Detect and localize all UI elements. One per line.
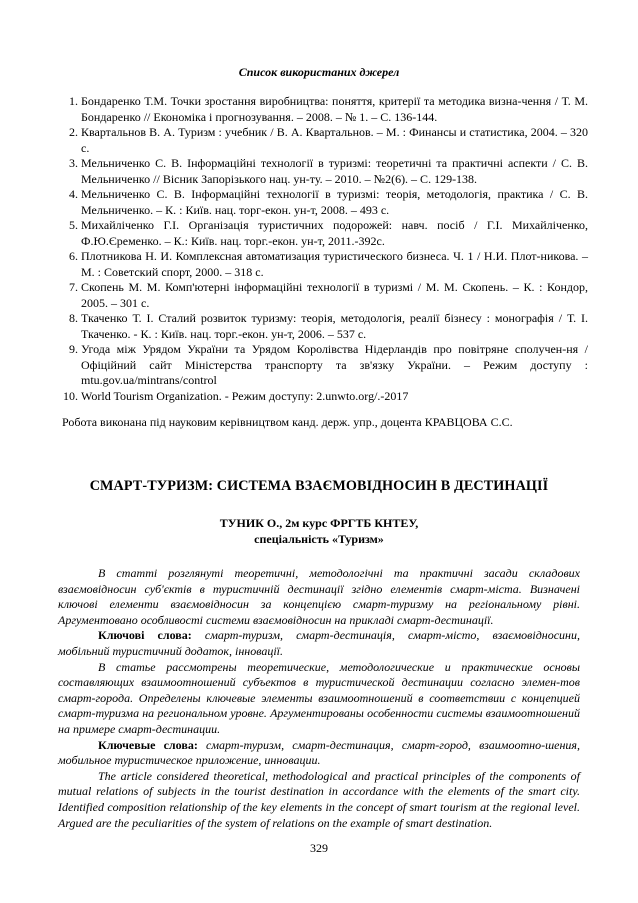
abstract-ukrainian: В статті розглянуті теоретичні, методологічні та практичні засади складових взаємовідносин суб'єктів в туристичній дестинації згідно елементів смарт-міста. Визначені ключові елементи взаємовідносин за концепцією смарт-туризму на регіональному рівні. Аргументовано особливості системи взаємовідносин на прикладі смарт-дестинації.	[58, 566, 580, 627]
reference-text: Бондаренко Т.М. Точки зростання виробництва: поняття, критерії та методика визна-чення / Т. М. Бондаренко // Економіка і прогнозування. – 2008. – № 1. – С. 136-144.	[81, 94, 588, 124]
reference-text: Скопень М. М. Комп'ютерні інформаційні технології в туризмі / М. М. Скопень. – К. : Кондор, 2005. – 301 с.	[81, 280, 588, 310]
reference-item	[56, 94, 588, 125]
author-block	[0, 515, 638, 547]
reference-number: 10.	[63, 388, 78, 403]
reference-text: Мельниченко С. В. Інформаційні технології в туризмі: теорія, методологія, практика / С. В. Мельниченко. – К. : Київ. нац. торг-екон. ун-т, 2008. – 493 с.	[81, 187, 588, 217]
keywords-label: Ключові слова:	[98, 628, 192, 643]
reference-number: 2.	[69, 125, 78, 139]
reference-item	[56, 311, 588, 342]
reference-text: Квартальнов В. А. Туризм : учебник / В. А. Квартальнов. – М. : Финансы и статистика, 2004. – 320 с.	[81, 125, 588, 155]
keywords-text: смарт-туризм, смарт-дестинація, смарт-місто, взаємовідносини, мобільний туристичний додаток, інновації.	[58, 628, 580, 658]
reference-number: 9.	[69, 342, 78, 356]
reference-number: 1.	[69, 94, 78, 108]
keywords-label: Ключевые слова:	[98, 737, 198, 752]
reference-text: Плотникова Н. И. Комплексная автоматизация туристического бизнеса. Ч. 1 / Н.И. Плот-никова. – М. : Советский спорт, 2000. – 318 с.	[81, 249, 588, 279]
keywords-ukrainian	[58, 628, 580, 659]
reference-item	[56, 187, 588, 218]
reference-text: Угода між Урядом України та Урядом Королівства Нідерландів про повітряне сполучен-ня / Офіційний сайт Міністерства транспорту та зв'язку України. – Режим доступу : mtu.gov.ua/mintrans/control	[81, 342, 588, 387]
reference-text: Ткаченко Т. І. Сталий розвиток туризму: теорія, методологія, реалії бізнесу : монографія / Т. І. Ткаченко. - К. : Київ. нац. торг.-екон. ун-т, 2006. – 537 с.	[81, 311, 588, 341]
keywords-russian	[58, 738, 580, 769]
keywords-text: смарт-туризм, смарт-дестинация, смарт-город, взаимоотно-шения, мобильное туристическое приложение, инновации.	[58, 737, 580, 768]
reference-item	[56, 156, 588, 187]
reference-item	[56, 249, 588, 280]
reference-number: 3.	[69, 156, 78, 170]
reference-text: Мельниченко С. В. Інформаційні технології в туризмі: теоретичні та практичні аспекти / С. В. Мельниченко // Вісник Запорізького нац. ун-ту. – 2010. – №2(6). – С. 129-138.	[81, 156, 588, 186]
reference-number: 8.	[69, 311, 78, 325]
reference-item	[56, 218, 588, 249]
references-title: Список використаних джерел	[238, 65, 400, 79]
reference-number: 6.	[69, 249, 78, 263]
supervisor-note: Робота виконана під науковим керівництвом канд. держ. упр., доцента КРАВЦОВА С.С.	[62, 415, 513, 429]
reference-number: 4.	[69, 187, 78, 201]
page-number: 329	[310, 841, 328, 855]
references-list	[56, 94, 588, 404]
author-name: ТУНИК О., 2м курс ФРГТБ КНТЕУ,	[219, 516, 419, 530]
article-title: СМАРТ-ТУРИЗМ: СИСТЕМА ВЗАЄМОВІДНОСИН В ДЕСТИНАЦІЇ	[89, 478, 549, 494]
abstract-english: The article considered theoretical, methodological and practical principles of the components of mutual relations of subjects in the tourist destination in accordance with the elements of the smart city. Identified composition relationship of the key elements in the concept of smart tourism at the regional level. Argued are the peculiarities of the system of relations on the example of smart destination.	[58, 768, 580, 830]
abstract-block	[58, 566, 580, 831]
reference-item	[56, 125, 588, 156]
reference-item	[56, 389, 588, 405]
reference-text: Михайліченко Г.І. Організація туристичних подорожей: навч. посіб / Г.І. Михайліченко, Ф.Ю.Єременко. – К.: Київ. нац. торг.-екон. ун-т, 2011.-392с.	[81, 218, 588, 248]
reference-text: World Tourism Organization. - Режим доступу: 2.unwto.org/.-2017	[81, 388, 409, 403]
author-speciality: спеціальність «Туризм»	[254, 532, 384, 546]
abstract-russian: В статье рассмотрены теоретические, методологические и практические основы составляющих взаимоотношений субъектов в туристической дестинации согласно элемен-тов смарт-города. Определены ключевые элементы взаимоотношений в соответствии с концепцией смарт-туризма на региональном уровне. Аргументированы особенности системы взаимоотношений на примере смарт-дестинации.	[58, 659, 580, 736]
reference-item	[56, 280, 588, 311]
reference-number: 7.	[69, 280, 78, 294]
reference-item	[56, 342, 588, 389]
reference-number: 5.	[69, 218, 78, 232]
